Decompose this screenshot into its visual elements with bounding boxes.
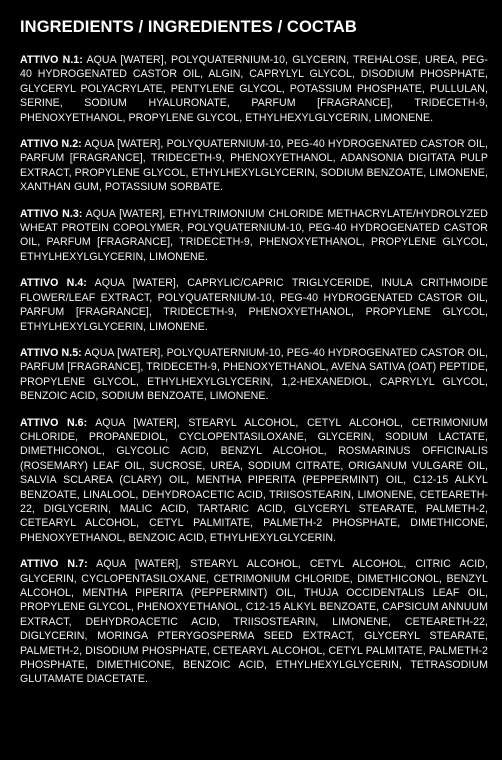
active-7-text: AQUA [WATER], STEARYL ALCOHOL, CETYL ALCOHOL, CITRIC ACID, GLYCERIN, CYCLOPENTASILOXANE, CETRIMONIUM CHLORIDE, DIMETHICONOL, BENZYL ALCOHOL, MENTHA PIPERITA (PEPPERMINT) OIL, THUJA OCCIDENTALIS LEAF OIL, PROPYLENE GLYCOL, PHENOXYETHANOL, C12-15 ALKYL BENZOATE, CAPSICUM ANNUUM EXTRACT, DEHYDROACETIC ACID, TRIISOSTEARIN, LIMONENE, CETEARETH-22, DIGLYCERIN, MORINGA PTERYGOSPERMA SEED EXTRACT, GLYCERYL STEARATE, PALMETH-2, DISODIUM PHOSPHATE, CETEARYL ALCOHOL, CETYL PALMITATE, PALMETH-2 PHOSPHATE, DIMETHICONE, BENZOIC ACID, ETHYLHEXYLGLYCERIN, TETRASODIUM GLUTAMATE DIACETATE. [20,558,488,686]
active-4-ingredients [20,276,488,334]
active-2-text: AQUA [WATER], POLYQUATERNIUM-10, PEG-40 HYDROGENATED CASTOR OIL, PARFUM [FRAGRANCE], TRIDECETH-9, PHENOXYETHANOL, ADANSONIA DIGITATA PULP EXTRACT, PROPYLENE GLYCOL, ETHYLHEXYLGLYCERIN, SODIUM BENZOATE, LIMONENE, XANTHAN GUM, POTASSIUM SORBATE. [20,138,488,194]
active-1-ingredients [20,53,488,125]
active-1-text: AQUA [WATER], POLYQUATERNIUM-10, GLYCERIN, TREHALOSE, UREA, PEG-40 HYDROGENATED CASTOR OIL, ALGIN, CAPRYLYL GLYCOL, DISODIUM PHOSPHATE, GLYCERYL POLYACRYLATE, PENTYLENE GLYCOL, POTASSIUM PHOSPHATE, PULLULAN, SERINE, SODIUM HYALURONATE, PARFUM [FRAGRANCE], TRIDECETH-9, PHENOXYETHANOL, PROPYLENE GLYCOL, ETHYLHEXYLGLYCERIN, LIMONENE. [20,54,489,124]
active-4-label: ATTIVO N.4: [20,277,87,290]
active-6-label: ATTIVO N.6: [20,416,88,429]
active-5-label: ATTIVO N.5: [20,346,82,359]
active-4-text: AQUA [WATER], CAPRYLIC/CAPRIC TRIGLYCERIDE, INULA CRITHMOIDE FLOWER/LEAF EXTRACT, POLYQUATERNIUM-10, PEG-40 HYDROGENATED CASTOR OIL, PARFUM [FRAGRANCE], TRIDECETH-9, PHENOXYETHANOL, PROPYLENE GLYCOL, ETHYLHEXYLGLYCERIN, LIMONENE. [20,277,489,333]
active-7-ingredients [20,557,488,687]
active-6-ingredients [20,416,488,546]
active-5-text: AQUA [WATER], POLYQUATERNIUM-10, PEG-40 HYDROGENATED CASTOR OIL, PARFUM [FRAGRANCE], TRIDECETH-9, PHENOXYETHANOL, AVENA SATIVA (OAT) PEPTIDE, PROPYLENE GLYCOL, ETHYLHEXYLGLYCERIN, 1,2-HEXANEDIOL, CAPRYLYL GLYCOL, BENZOIC ACID, SODIUM BENZOATE, LIMONENE. [20,346,488,403]
active-2-ingredients [20,137,488,195]
active-2-label: ATTIVO N.2: [20,138,82,151]
active-7-label: ATTIVO N.7: [20,558,88,571]
active-3-text: AQUA [WATER], ETHYLTRIMONIUM CHLORIDE METHACRYLATE/HYDROLYZED WHEAT PROTEIN COPOLYMER, POLYQUATERNIUM-10, PEG-40 HYDROGENATED CASTOR OIL, PARFUM [FRAGRANCE], TRIDECETH-9, PHENOXYETHANOL, PROPYLENE GLYCOL, ETHYLHEXYLGLYCERIN, LIMONENE. [20,207,488,263]
active-3-label: ATTIVO N.3: [20,207,83,220]
active-1-label: ATTIVO N.1: [20,54,83,66]
ingredients-heading: INGREDIENTS / INGREDIENTES / COCTAB [20,18,357,36]
active-5-ingredients [20,346,488,404]
active-6-text: AQUA [WATER], STEARYL ALCOHOL, CETYL ALCOHOL, CETRIMONIUM CHLORIDE, PROPANEDIOL, CYCLOPENTASILOXANE, GLYCERIN, SODIUM LACTATE, DIMETHICONOL, GLYCOLIC ACID, BENZYL ALCOHOL, ROSMARINUS OFFICINALIS (ROSEMARY) LEAF OIL, SUCROSE, UREA, SODIUM CITRATE, ORIGANUM VULGARE OIL, SALVIA SCLAREA (CLARY) OIL, MENTHA PIPERITA (PEPPERMINT) OIL, C12-15 ALKYL BENZOATE, LINALOOL, DEHYDROACETIC ACID, TRIISOSTEARIN, LIMONENE, CETEARETH-22, DIGLYCERIN, MALIC ACID, TARTARIC ACID, GLYCERYL STEARATE, PALMETH-2, CETEARYL ALCOHOL, CETYL PALMITATE, PALMETH-2 PHOSPHATE, DIMETHICONE, PHENOXYETHANOL, BENZOIC ACID, ETHYLHEXYLGLYCERIN. [20,416,488,544]
active-3-ingredients [20,207,488,265]
